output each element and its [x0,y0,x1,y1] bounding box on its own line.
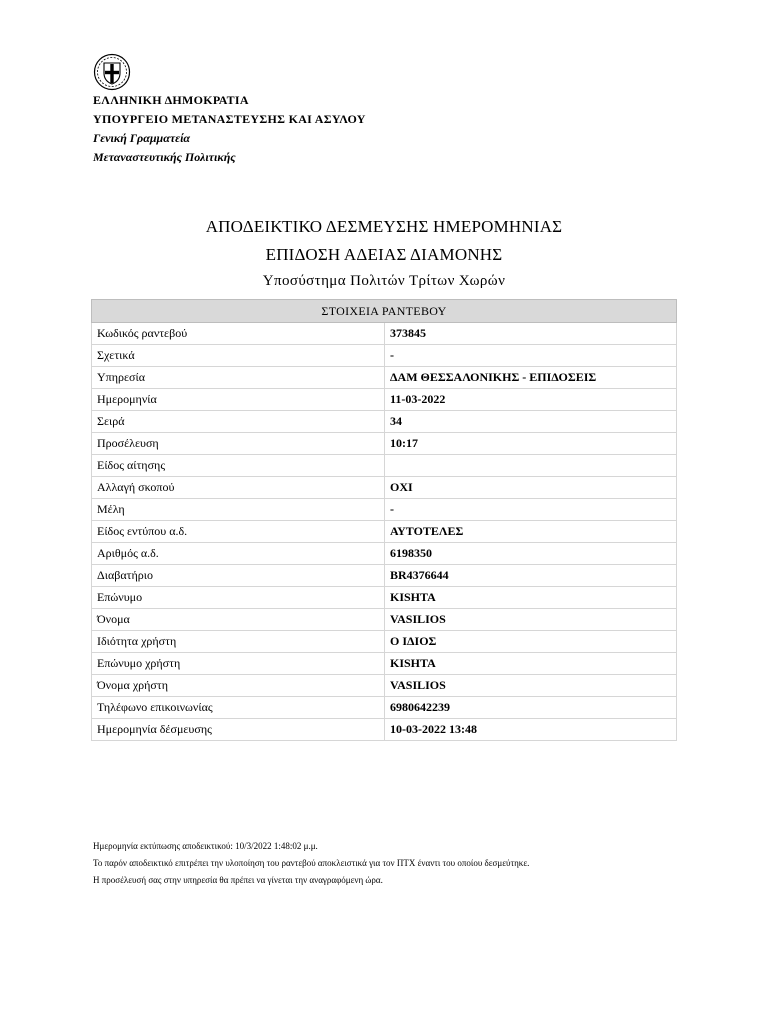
table-row [92,675,677,697]
field-label: Επώνυμο χρήστη [92,653,385,675]
table-row [92,543,677,565]
table-row [92,653,677,675]
ministry-name: ΥΠΟΥΡΓΕΙΟ ΜΕΤΑΝΑΣΤΕΥΣΗΣ ΚΑΙ ΑΣΥΛΟΥ [93,112,366,126]
field-label: Επώνυμο [92,587,385,609]
table-row [92,345,677,367]
appointment-details-table [91,299,677,741]
table-row [92,411,677,433]
footer-notes [93,838,529,889]
footer-note: Η προσέλευσή σας στην υπηρεσία θα πρέπει να γίνεται την αναγραφόμενη ώρα. [93,875,383,885]
field-label: Σχετικά [92,345,385,367]
field-value: KISHTA [385,587,677,609]
subsystem-title: Υποσύστημα Πολιτών Τρίτων Χωρών [262,273,506,289]
field-value: 373845 [385,323,677,345]
field-value: - [385,499,677,521]
field-label: Αλλαγή σκοπού [92,477,385,499]
field-value: 10-03-2022 13:48 [385,719,677,741]
field-value: 6198350 [385,543,677,565]
department-name: Μεταναστευτικής Πολιτικής [93,150,236,164]
print-date: Ημερομηνία εκτύπωσης αποδεικτικού: 10/3/2022 1:48:02 μ.μ. [93,841,318,851]
table-heading: ΣΤΟΙΧΕΙΑ ΡΑΝΤΕΒΟΥ [92,300,677,323]
field-label: Ιδιότητα χρήστη [92,631,385,653]
field-value: ΑΥΤΟΤΕΛΕΣ [385,521,677,543]
table-row [92,565,677,587]
table-row [92,455,677,477]
field-label: Μέλη [92,499,385,521]
field-value: BR4376644 [385,565,677,587]
field-label: Κωδικός ραντεβού [92,323,385,345]
field-value: VASILIOS [385,609,677,631]
field-value [385,455,677,477]
field-value: ΔΑΜ ΘΕΣΣΑΛΟΝΙΚΗΣ - ΕΠΙΔΟΣΕΙΣ [385,367,677,389]
table-row [92,609,677,631]
table-row [92,367,677,389]
table-row [92,719,677,741]
secretariat-name: Γενική Γραμματεία [93,131,191,145]
table-row [92,587,677,609]
document-title: ΑΠΟΔΕΙΚΤΙΚΟ ΔΕΣΜΕΥΣΗΣ ΗΜΕΡΟΜΗΝΙΑΣ [205,217,563,236]
field-value: - [385,345,677,367]
field-label: Ημερομηνία δέσμευσης [92,719,385,741]
table-row [92,389,677,411]
field-value: VASILIOS [385,675,677,697]
coat-of-arms-icon [93,53,131,91]
field-label: Είδος εντύπου α.δ. [92,521,385,543]
field-label: Διαβατήριο [92,565,385,587]
field-value: Ο ΙΔΙΟΣ [385,631,677,653]
field-value: 6980642239 [385,697,677,719]
field-label: Υπηρεσία [92,367,385,389]
table-row [92,433,677,455]
issuer-header [93,91,366,167]
table-row [92,697,677,719]
field-label: Όνομα [92,609,385,631]
field-value: 10:17 [385,433,677,455]
field-label: Προσέλευση [92,433,385,455]
table-row [92,477,677,499]
table-row [92,521,677,543]
field-label: Σειρά [92,411,385,433]
field-value: 11-03-2022 [385,389,677,411]
document-subtitle: ΕΠΙΔΟΣΗ ΑΔΕΙΑΣ ΔΙΑΜΟΝΗΣ [265,245,503,264]
country-name: ΕΛΛΗΝΙΚΗ ΔΗΜΟΚΡΑΤΙΑ [93,93,249,107]
field-value: KISHTA [385,653,677,675]
field-value: ΟΧΙ [385,477,677,499]
field-value: 34 [385,411,677,433]
field-label: Είδος αίτησης [92,455,385,477]
table-row [92,499,677,521]
field-label: Αριθμός α.δ. [92,543,385,565]
field-label: Ημερομηνία [92,389,385,411]
table-row [92,323,677,345]
field-label: Όνομα χρήστη [92,675,385,697]
footer-note: Το παρόν αποδεικτικό επιτρέπει την υλοποίηση του ραντεβού αποκλειστικά για τον ΠΤΧ έναντι του οποίου δεσμεύτηκε. [93,858,530,868]
field-label: Τηλέφωνο επικοινωνίας [92,697,385,719]
table-row [92,631,677,653]
